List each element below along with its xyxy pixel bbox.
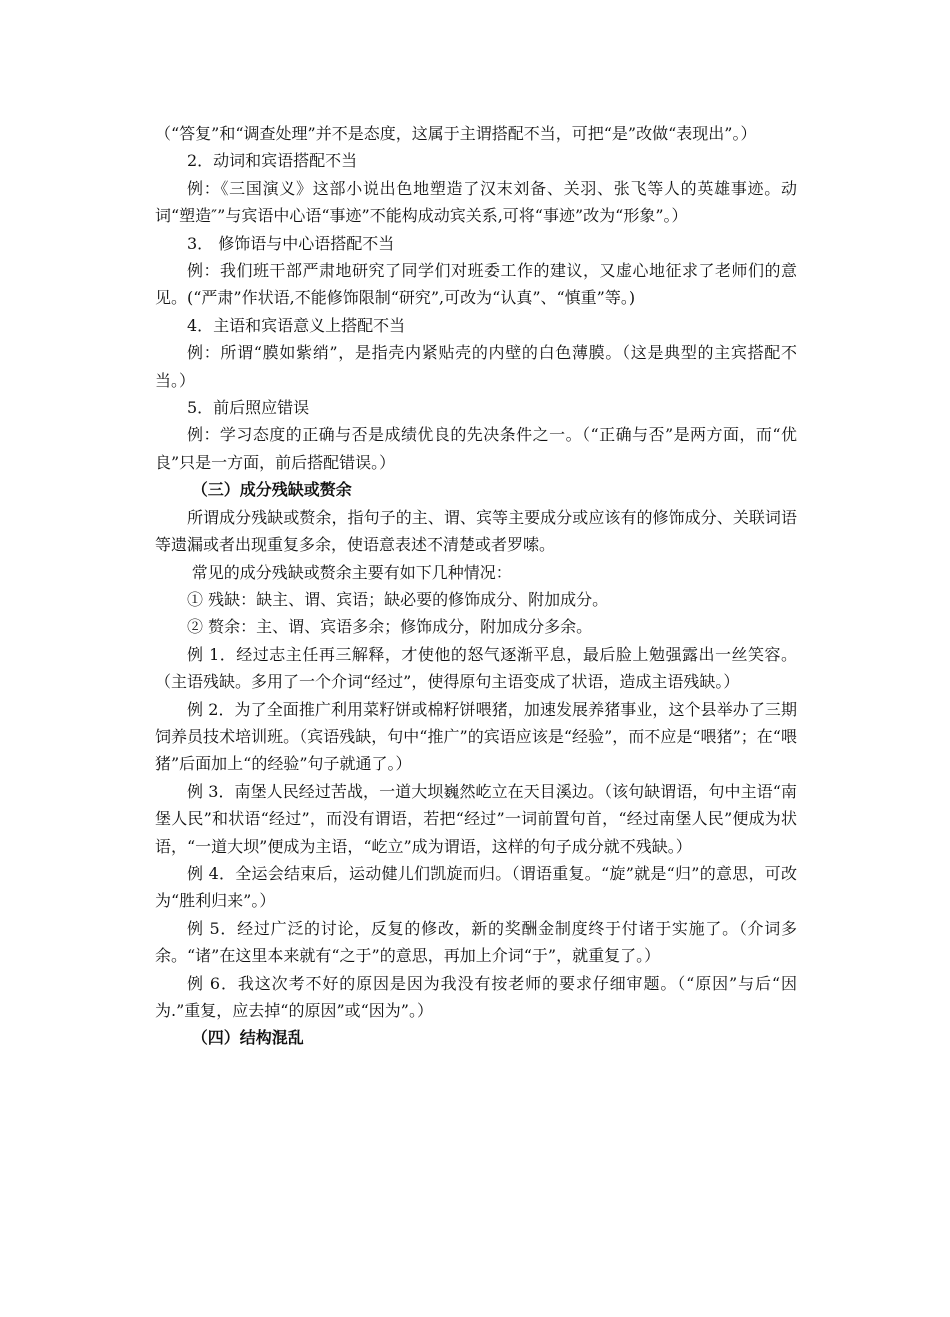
subheading-modifier: 3． 修饰语与中心语搭配不当: [187, 233, 395, 253]
list-item-redundant: ② 赘余：主、谓、宾语多余；修饰成分，附加成分多余。: [187, 617, 593, 637]
paragraph-example-4: 例 4．全运会结束后，运动健儿们凯旋而归。（谓语重复。“旋”就是“归”的意思，可改为“胜利归来”。）: [155, 863, 797, 911]
paragraph-example-2: 例 2．为了全面推广利用菜籽饼或棉籽饼喂猪，加速发展养猪事业，这个县举办了三期饲养员技术培训班。（宾语残缺，句中“推广”的宾语应该是“经验”，而不应是“喂猪”；在“喂猪”后面加上“的经验”句子就通了。）: [155, 699, 797, 774]
paragraph-example-verb-object: 例：《三国演义》这部小说出色地塑造了汉末刘备、关羽、张飞等人的英雄事迹。动词“塑造″”与宾语中心语“事迹”不能构成动宾关系,可将“事迹”改为“形象”。）: [155, 178, 797, 226]
section-heading-4: （四）结构混乱: [191, 1028, 304, 1048]
paragraph-1: （“答复”和“调查处理”并不是态度，这属于主谓搭配不当，可把“是”改做“表现出”。）: [155, 124, 757, 143]
paragraph-example-3: 例 3．南堡人民经过苦战，一道大坝巍然屹立在天目溪边。（该句缺谓语，句中主语“南堡人民”和状语“经过”，而没有谓语，若把“经过”一词前置句首，“经过南堡人民”便成为状语，“一道大坝”便成为主语，“屹立”成为谓语，这样的句子成分就不残缺。）: [155, 781, 797, 856]
section-heading-3: （三）成分残缺或赘余: [191, 480, 352, 500]
list-item-missing: ① 残缺：缺主、谓、宾语；缺必要的修饰成分、附加成分。: [187, 589, 609, 609]
subheading-correspondence: 5．前后照应错误: [187, 398, 310, 418]
paragraph-example-subject-object: 例：所谓“膜如紫绡”，是指壳内紧贴壳的内壁的白色薄膜。（这是典型的主宾搭配不当。）: [155, 343, 797, 390]
paragraph-example-correspondence: 例：学习态度的正确与否是成绩优良的先决条件之一。（“正确与否”是两方面，而“优良”只是一方面，前后搭配错误。）: [155, 425, 797, 472]
paragraph-example-5: 例 5．经过广泛的讨论，反复的修改，新的奖酬金制度终于付诸于实施了。（介词多余。“诸”在这里本来就有“之于”的意思，再加上介词“于”，就重复了。）: [155, 918, 797, 966]
paragraph-example-1: 例 1．经过志主任再三解释，才使他的怒气逐渐平息，最后脸上勉强露出一丝笑容。（主语残缺。多用了一个介词“经过”，使得原句主语变成了状语，造成主语残缺。）: [155, 644, 797, 692]
paragraph-definition: 所谓成分残缺或赘余，指句子的主、谓、宾等主要成分或应该有的修饰成分、关联词语等遗漏或者出现重复多余，使语意表述不清楚或者罗嗦。: [155, 507, 797, 555]
subheading-subject-object: 4．主语和宾语意义上搭配不当: [187, 315, 406, 335]
paragraph-example-6: 例 6．我这次考不好的原因是因为我没有按老师的要求仔细审题。（“原因”与后“因为.”重复，应去掉“的原因”或“因为”。）: [155, 973, 797, 1020]
subheading-verb-object: 2．动词和宾语搭配不当: [187, 151, 358, 171]
paragraph-example-modifier: 例：我们班干部严肃地研究了同学们对班委工作的建议，又虚心地征求了老师们的意见。(“严肃”作状语,不能修饰限制“研究”,可改为“认真”、“慎重”等。): [155, 261, 797, 308]
paragraph-common-cases: 常见的成分残缺或赘余主要有如下几种情况：: [191, 562, 512, 582]
document-page: [155, 120, 797, 1052]
